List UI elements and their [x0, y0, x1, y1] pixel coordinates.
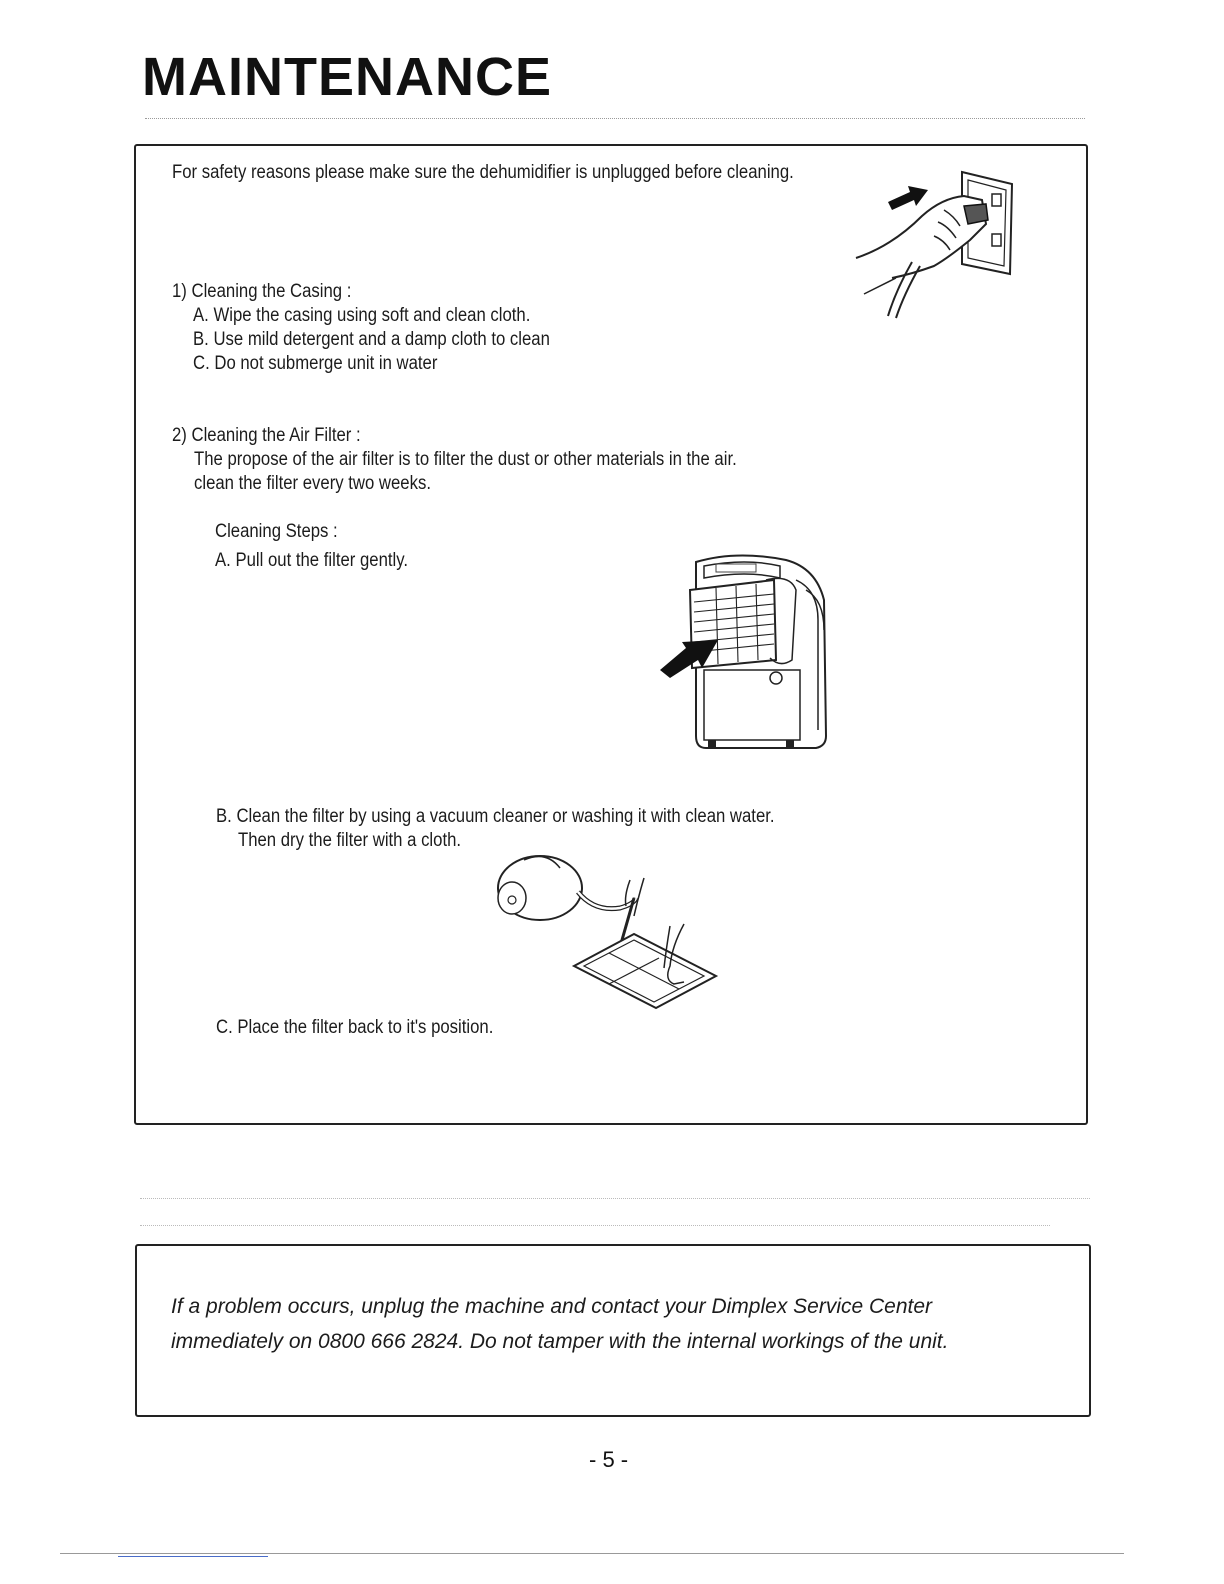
unplug-illustration — [852, 166, 1042, 326]
scan-noise-line — [140, 1198, 1090, 1199]
safety-note: For safety reasons please make sure the dehumidifier is unplugged before cleaning. — [172, 162, 794, 183]
air-filter-description-2: clean the filter every two weeks. — [194, 473, 431, 494]
air-filter-heading: 2) Cleaning the Air Filter : — [172, 425, 361, 446]
casing-step-b: B. Use mild detergent and a damp cloth to clean — [193, 329, 550, 350]
service-warning-line-1: If a problem occurs, unplug the machine and contact your Dimplex Service Center — [171, 1295, 933, 1318]
filter-step-b-1: B. Clean the filter by using a vacuum cleaner or washing it with clean water. — [216, 806, 775, 827]
page-number: - 5 - — [589, 1447, 629, 1472]
scan-noise-line — [140, 1225, 1050, 1226]
pull-filter-illustration — [656, 550, 836, 760]
cleaning-steps-heading: Cleaning Steps : — [215, 521, 338, 542]
footer-accent-rule — [118, 1556, 268, 1557]
filter-step-c: C. Place the filter back to it's position. — [216, 1017, 494, 1038]
filter-step-b-2: Then dry the filter with a cloth. — [238, 830, 462, 851]
casing-heading: 1) Cleaning the Casing : — [172, 281, 352, 302]
service-warning-line-2: immediately on 0800 666 2824. Do not tamper with the internal workings of the unit. — [171, 1330, 949, 1353]
vacuum-filter-illustration — [494, 850, 718, 1014]
page-title: MAINTENANCE — [142, 47, 552, 107]
casing-step-c: C. Do not submerge unit in water — [193, 353, 438, 374]
air-filter-description-1: The propose of the air filter is to filter the dust or other materials in the air. — [194, 449, 737, 470]
filter-step-a: A. Pull out the filter gently. — [215, 550, 409, 571]
title-underline — [145, 118, 1085, 119]
footer-rule — [60, 1553, 1124, 1554]
casing-step-a: A. Wipe the casing using soft and clean cloth. — [193, 305, 531, 326]
